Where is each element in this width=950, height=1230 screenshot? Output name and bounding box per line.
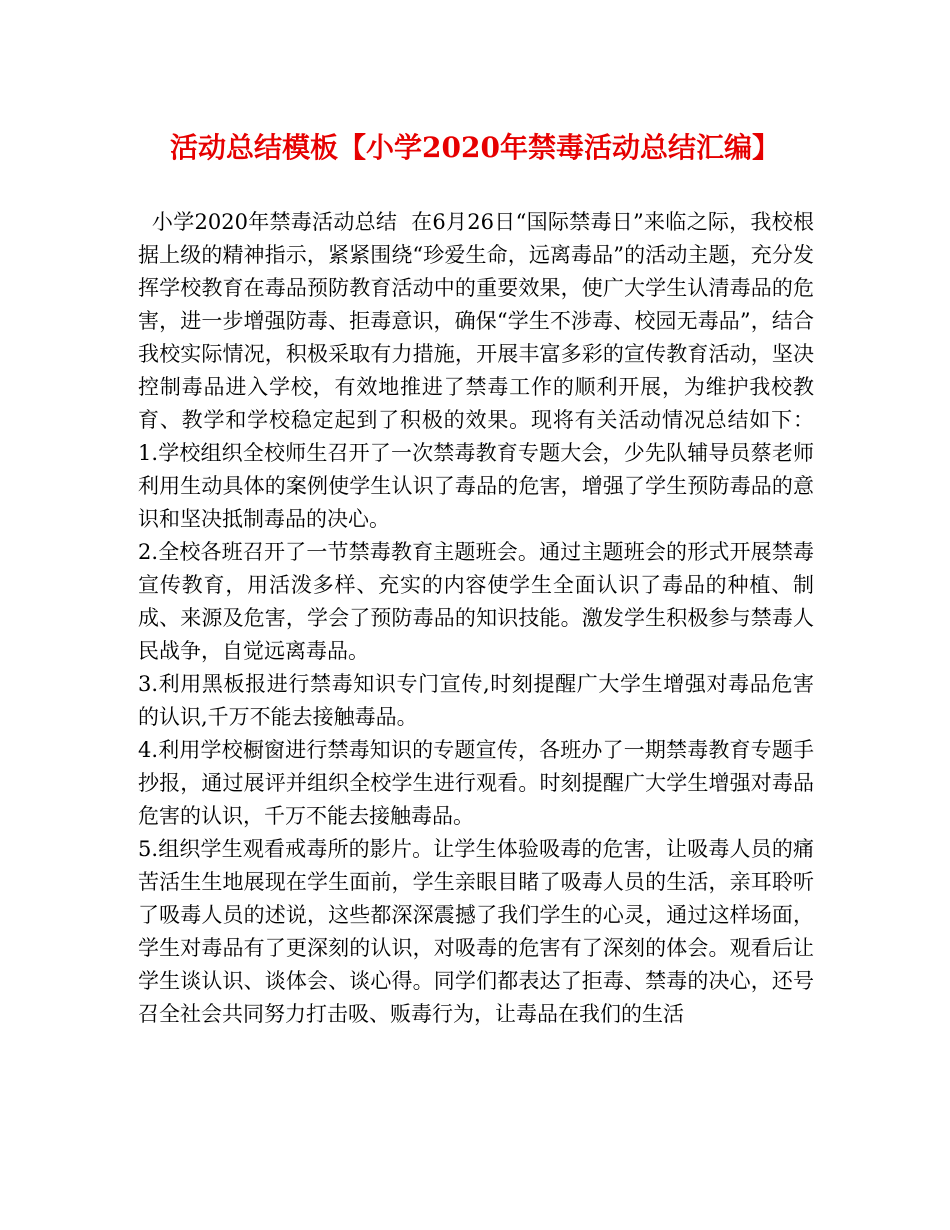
document-body	[138, 206, 828, 1031]
paragraph-intro: 小学2020年禁毒活动总结 在6月26日“国际禁毒日”来临之际，我校根据上级的精神指示，紧紧围绕“珍爱生命，远离毒品”的活动主题，充分发挥学校教育在毒品预防教育活动中的重要效果，使广大学生认清毒品的危害，进一步增强防毒、拒毒意识，确保“学生不涉毒、校园无毒品”，结合我校实际情况，积极采取有力措施，开展丰富多彩的宣传教育活动，坚决控制毒品进入学校，有效地推进了禁毒工作的顺利开展，为维护我校教育、教学和学校稳定起到了积极的效果。现将有关活动情况总结如下： 1.学校组织全校师生召开了一次禁毒教育专题大会，少先队辅导员蔡老师利用生动具体的案例使学生认识了毒品的危害，增强了学生预防毒品的意识和坚决抵制毒品的决心。	[138, 210, 828, 531]
document-title: 活动总结模板【小学2020年禁毒活动总结汇编】	[170, 131, 780, 164]
paragraph-item-2: 2.全校各班召开了一节禁毒教育主题班会。通过主题班会的形式开展禁毒宣传教育，用活泼多样、充实的内容使学生全面认识了毒品的种植、制成、来源及危害，学会了预防毒品的知识技能。激发学生积极参与禁毒人民战争，自觉远离毒品。	[138, 540, 814, 663]
paragraph-item-4: 4.利用学校橱窗进行禁毒知识的专题宣传，各班办了一期禁毒教育专题手抄报，通过展评并组织全校学生进行观看。时刻提醒广大学生增强对毒品危害的认识，千万不能去接触毒品。	[138, 738, 814, 828]
paragraph-item-5: 5.组织学生观看戒毒所的影片。让学生体验吸毒的危害，让吸毒人员的痛苦活生生地展现在学生面前，学生亲眼目睹了吸毒人员的生活，亲耳聆听了吸毒人员的述说，这些都深深震撼了我们学生的心灵，通过这样场面，学生对毒品有了更深刻的认识，对吸毒的危害有了深刻的体会。观看后让学生谈认识、谈体会、谈心得。同学们都表达了拒毒、禁毒的决心，还号召全社会共同努力打击吸、贩毒行为，让毒品在我们的生活	[138, 837, 814, 1026]
paragraph-item-3: 3.利用黑板报进行禁毒知识专门宣传,时刻提醒广大学生增强对毒品危害的认识,千万不能去接触毒品。	[138, 672, 814, 729]
